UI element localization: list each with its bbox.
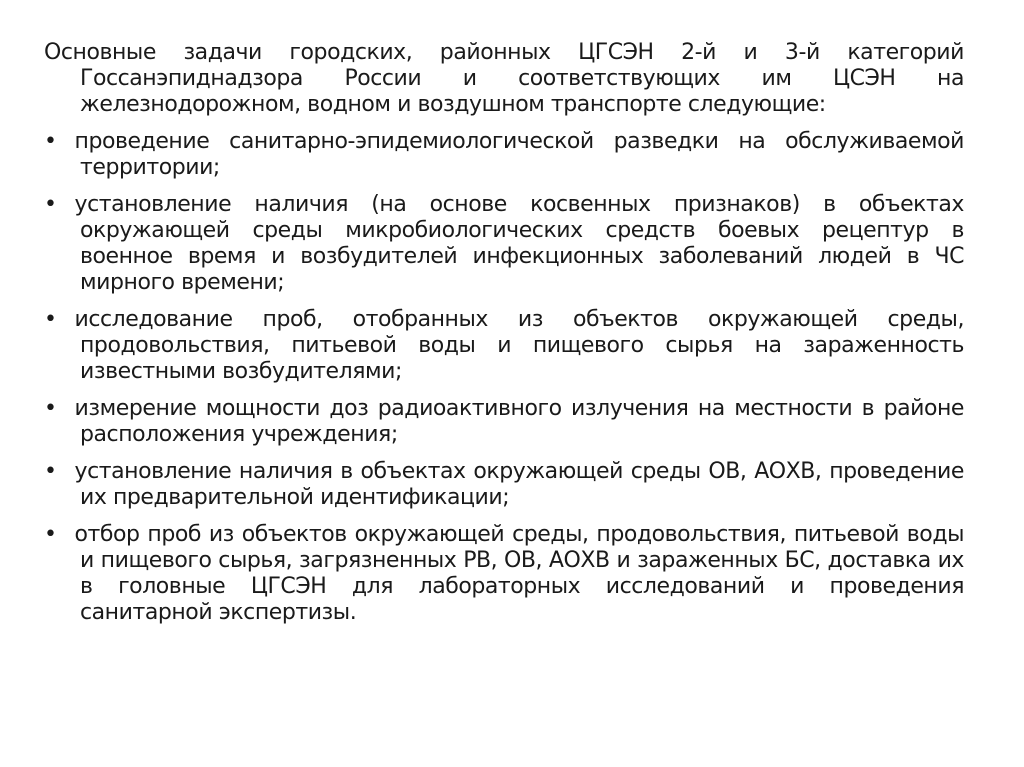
list-item (44, 129, 964, 181)
bullet-icon: • (44, 522, 57, 547)
list-item-text: исследование проб, отобранных из объектов окружающей среды, продовольствия, питьевой воды и пищевого сырья на зараженность известными возбудителями; (74, 307, 964, 384)
slide-body (44, 40, 964, 637)
list-item-text: проведение санитарно-эпидемиологической разведки на обслуживаемой территории; (74, 129, 964, 180)
list-item-text: установление наличия (на основе косвенных признаков) в объектах окружающей среды микробиологических средств боевых рецептур в военное время и возбудителей инфекционных заболеваний людей в ЧС мирного времени; (74, 192, 964, 295)
bullet-icon: • (44, 459, 57, 484)
intro-paragraph: Основные задачи городских, районных ЦГСЭН 2-й и 3-й категорий Госсанэпиднадзора России и соответствующих им ЦСЭН на железнодорожном, водном и воздушном транспорте следующие: (44, 40, 964, 117)
bullet-icon: • (44, 192, 57, 217)
list-item-text: измерение мощности доз радиоактивного излучения на местности в районе расположения учреждения; (74, 396, 964, 447)
list-item-text: отбор проб из объектов окружающей среды, продовольствия, питьевой воды и пищевого сырья, загрязненных РВ, ОВ, АОХВ и зараженных БС, доставка их в головные ЦГСЭН для лабораторных исследований и проведения санитарной экспертизы. (74, 522, 964, 625)
bullet-icon: • (44, 129, 57, 154)
bullet-icon: • (44, 396, 57, 421)
list-item (44, 192, 964, 296)
list-item-text: установление наличия в объектах окружающей среды ОВ, АОХВ, проведение их предварительной идентификации; (74, 459, 964, 510)
list-item (44, 459, 964, 511)
list-item (44, 307, 964, 385)
list-item (44, 396, 964, 448)
list-item (44, 522, 964, 626)
bullet-icon: • (44, 307, 57, 332)
